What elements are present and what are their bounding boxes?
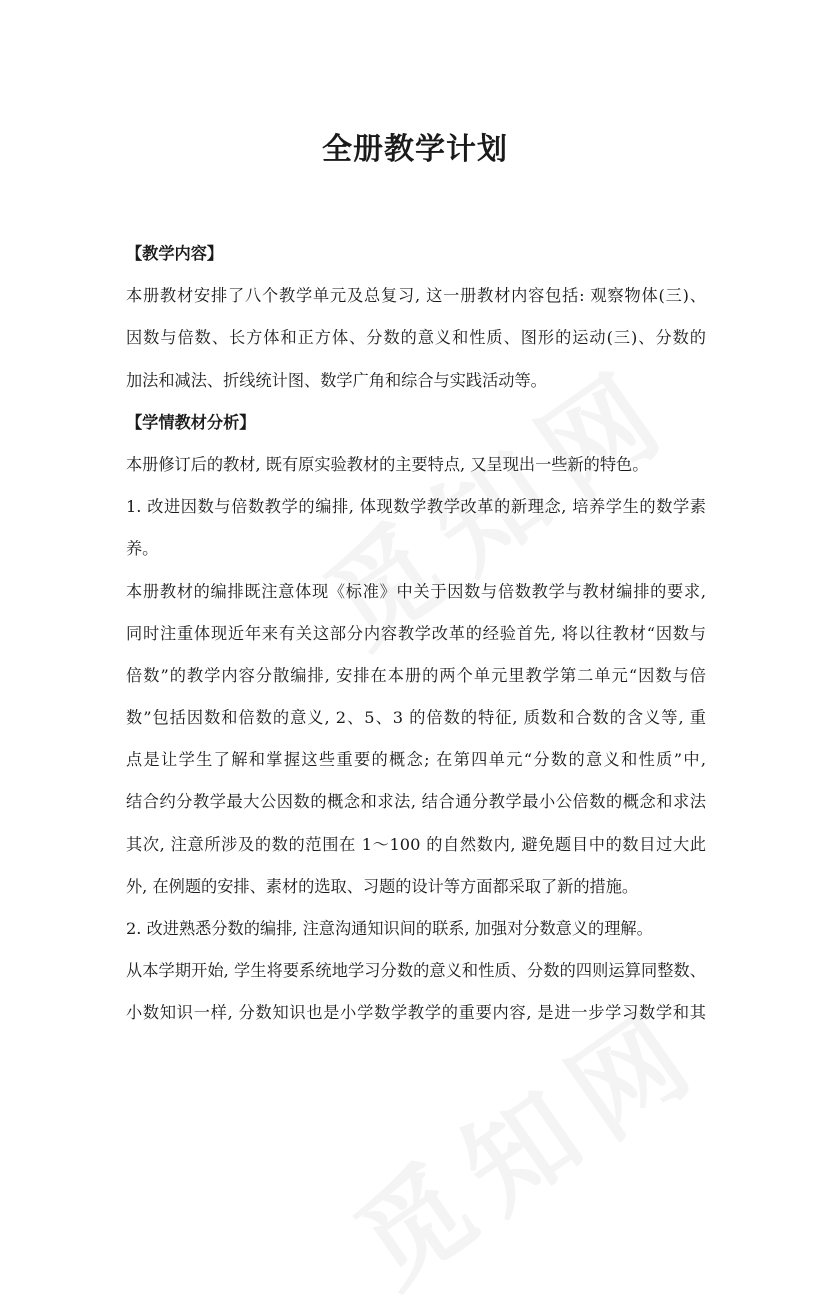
paragraph-line: 倍数”的教学内容分散编排, 安排在本册的两个单元里教学第二单元“因数与倍 xyxy=(126,665,706,685)
section-heading-teaching-content: 【教学内容】 xyxy=(126,244,224,263)
document-body xyxy=(126,236,706,1038)
paragraph-line: 同时注重体现近年来有关这部分内容教学改革的经验首先, 将以往教材“因数与 xyxy=(126,623,706,643)
paragraph-line: 本册教材安排了八个教学单元及总复习, 这一册教材内容包括: 观察物体(三)、 xyxy=(126,286,706,306)
paragraph-line: 数”包括因数和倍数的意义, 2、5、3 的倍数的特征, 质数和合数的含义等, 重 xyxy=(126,708,706,728)
section-heading-analysis: 【学情教材分析】 xyxy=(126,412,256,432)
paragraph-line: 外, 在例题的安排、素材的选取、习题的设计等方面都采取了新的措施。 xyxy=(126,876,639,896)
paragraph-line: 从本学期开始, 学生将要系统地学习分数的意义和性质、分数的四则运算同整数、 xyxy=(126,961,706,981)
paragraph-line: 其次, 注意所涉及的数的范围在 1～100 的自然数内, 避免题目中的数目过大此 xyxy=(126,834,706,854)
page-title: 全册教学计划 xyxy=(322,132,508,167)
paragraph-line: 养。 xyxy=(126,539,159,559)
paragraph-line: 2. 改进熟悉分数的编排, 注意沟通知识间的联系, 加强对分数意义的理解。 xyxy=(126,919,653,938)
paragraph-line: 因数与倍数、长方体和正方体、分数的意义和性质、图形的运动(三)、分数的 xyxy=(126,328,706,348)
paragraph-line: 加法和减法、折线统计图、数学广角和综合与实践活动等。 xyxy=(126,370,547,390)
paragraph-line: 点是让学生了解和掌握这些重要的概念; 在第四单元“分数的意义和性质”中, xyxy=(126,750,706,770)
paragraph-line: 小数知识一样, 分数知识也是小学数学教学的重要内容, 是进一步学习数学和其 xyxy=(126,1003,706,1023)
paragraph-line: 本册修订后的教材, 既有原实验教材的主要特点, 又呈现出一些新的特色。 xyxy=(126,454,649,474)
paragraph-line: 本册教材的编排既注意体现《标准》中关于因数与倍数教学与教材编排的要求, xyxy=(126,581,706,601)
paragraph-line: 结合约分教学最大公因数的概念和求法, 结合通分教学最小公倍数的概念和求法 xyxy=(126,792,706,812)
paragraph-line: 1. 改进因数与倍数教学的编排, 体现数学教学改革的新理念, 培养学生的数学素 xyxy=(126,497,706,517)
